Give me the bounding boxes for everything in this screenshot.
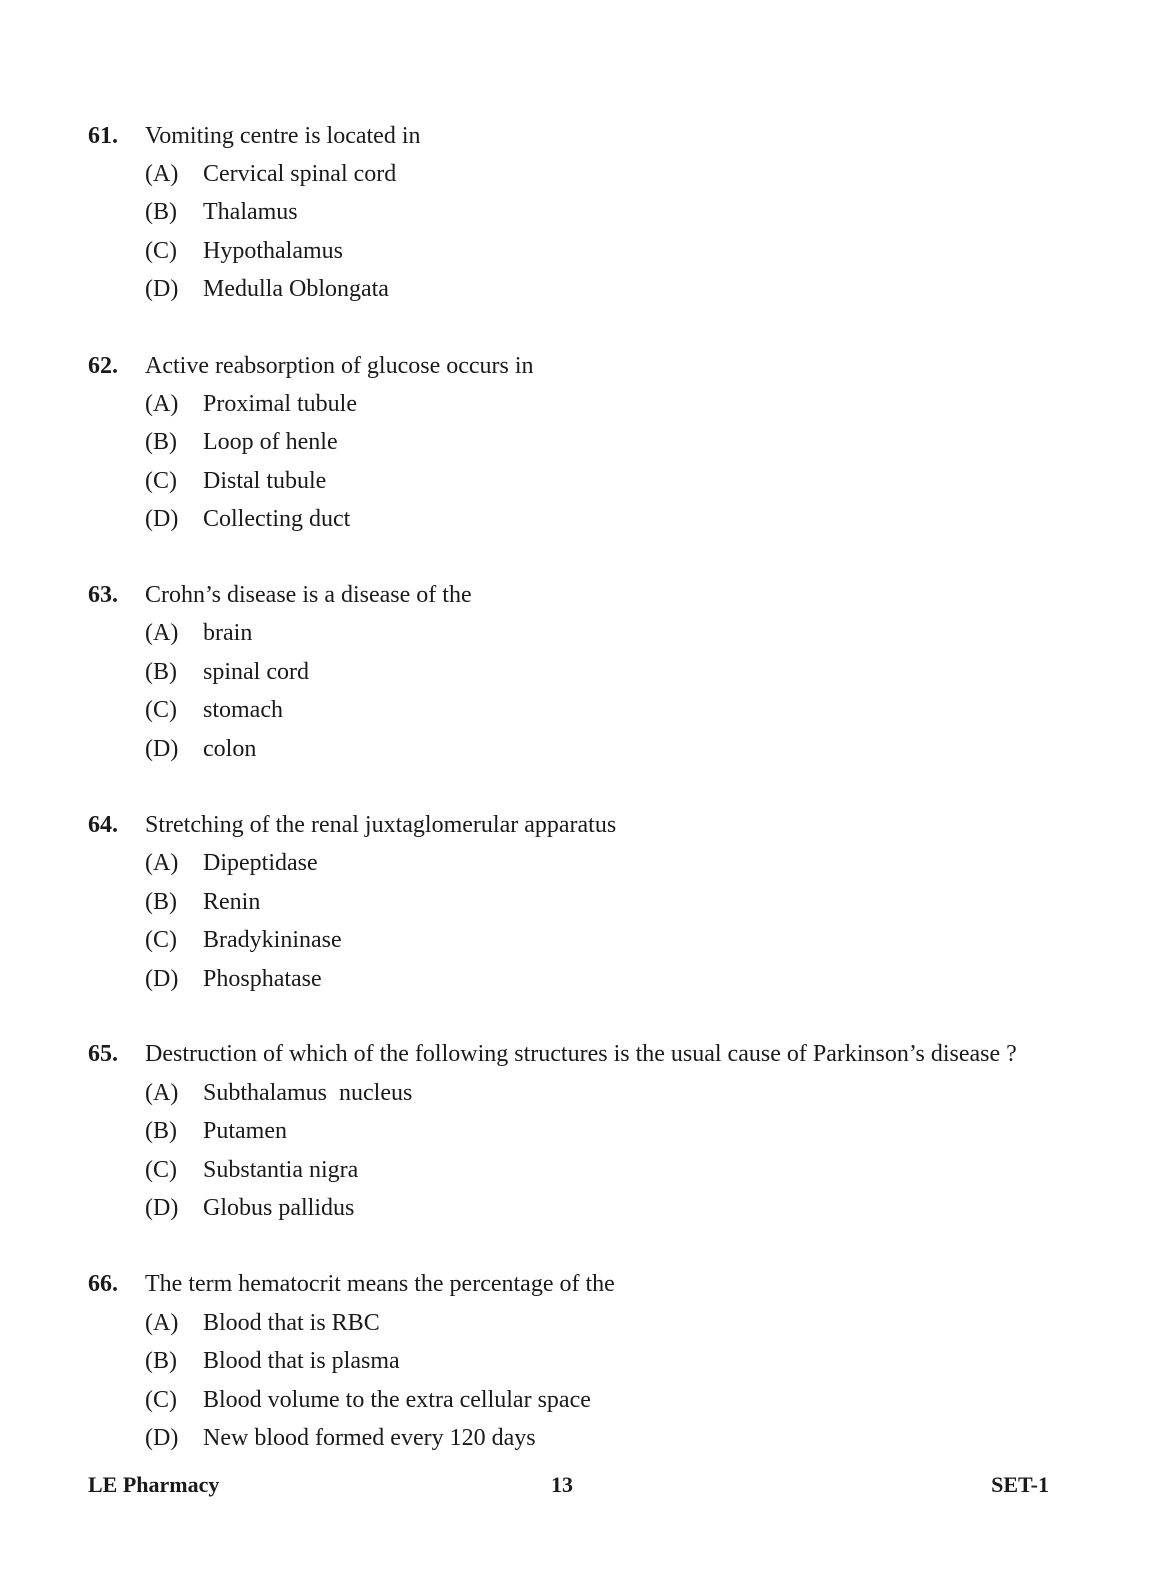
question-number: 65. [88,1041,118,1067]
option-letter: (C) [145,238,177,264]
option-letter: (A) [145,620,179,646]
question-text: Stretching of the renal juxtaglomerular apparatus [145,812,617,838]
footer-set: SET-1 [991,1472,1049,1497]
option-letter: (C) [145,927,177,953]
option-a [0,1077,1153,1109]
option-c [0,465,1153,497]
option-letter: (B) [145,199,177,225]
option-b [0,886,1153,918]
option-text: Distal tubule [203,468,327,494]
option-letter: (B) [145,1118,177,1144]
option-d [0,733,1153,765]
question-text: Vomiting centre is located in [145,123,421,149]
option-letter: (A) [145,850,179,876]
question-stem [0,809,1153,841]
question-stem [0,350,1153,382]
option-text: spinal cord [203,659,309,685]
page-footer [0,1469,1153,1501]
question-stem [0,120,1153,152]
footer-subject: LE Pharmacy [88,1472,220,1497]
option-letter: (D) [145,506,179,532]
option-text: colon [203,736,257,762]
option-text: Proximal tubule [203,391,357,417]
option-c [0,694,1153,726]
question-stem [0,1038,1153,1070]
option-d [0,273,1153,305]
option-text: Bradykininase [203,927,342,953]
question-number: 64. [88,812,118,838]
option-c [0,924,1153,956]
option-text: brain [203,620,253,646]
option-letter: (A) [145,1080,179,1106]
option-text: Dipeptidase [203,850,318,876]
option-text: Phosphatase [203,966,322,992]
option-text: New blood formed every 120 days [203,1425,536,1451]
option-text: stomach [203,697,283,723]
option-letter: (B) [145,889,177,915]
option-letter: (A) [145,161,179,187]
option-a [0,847,1153,879]
option-letter: (B) [145,1348,177,1374]
question-text: Crohn’s disease is a disease of the [145,582,472,608]
option-text: Blood that is RBC [203,1310,380,1336]
option-b [0,196,1153,228]
option-letter: (D) [145,276,179,302]
option-text: Thalamus [203,199,298,225]
option-b [0,426,1153,458]
question-stem [0,579,1153,611]
option-text: Substantia nigra [203,1157,359,1183]
option-c [0,1154,1153,1186]
option-a [0,617,1153,649]
option-text: Subthalamus nucleus [203,1080,413,1106]
option-letter: (B) [145,659,177,685]
option-letter: (D) [145,1195,179,1221]
option-text: Putamen [203,1118,287,1144]
option-text: Cervical spinal cord [203,161,397,187]
option-d [0,963,1153,995]
option-letter: (C) [145,468,177,494]
option-d [0,1192,1153,1224]
option-letter: (C) [145,1387,177,1413]
option-text: Renin [203,889,261,915]
question-text: Active reabsorption of glucose occurs in [145,353,534,379]
question-number: 61. [88,123,118,149]
option-a [0,1307,1153,1339]
option-text: Blood volume to the extra cellular space [203,1387,591,1413]
option-text: Hypothalamus [203,238,343,264]
option-b [0,1345,1153,1377]
option-c [0,1384,1153,1416]
option-d [0,1422,1153,1454]
option-letter: (A) [145,391,179,417]
page-number: 13 [551,1472,573,1497]
question-text: Destruction of which of the following structures is the usual cause of Parkinson’s disease ? [145,1041,1017,1067]
option-a [0,388,1153,420]
option-b [0,656,1153,688]
option-letter: (C) [145,1157,177,1183]
option-letter: (D) [145,736,179,762]
option-b [0,1115,1153,1147]
question-number: 66. [88,1271,118,1297]
option-text: Medulla Oblongata [203,276,389,302]
option-text: Blood that is plasma [203,1348,400,1374]
option-letter: (C) [145,697,177,723]
question-text: The term hematocrit means the percentage of the [145,1271,615,1297]
option-letter: (D) [145,1425,179,1451]
option-letter: (A) [145,1310,179,1336]
option-text: Globus pallidus [203,1195,355,1221]
question-number: 62. [88,353,118,379]
option-a [0,158,1153,190]
option-text: Loop of henle [203,429,338,455]
option-letter: (B) [145,429,177,455]
question-number: 63. [88,582,118,608]
option-letter: (D) [145,966,179,992]
option-d [0,503,1153,535]
option-text: Collecting duct [203,506,351,532]
question-stem [0,1268,1153,1300]
option-c [0,235,1153,267]
